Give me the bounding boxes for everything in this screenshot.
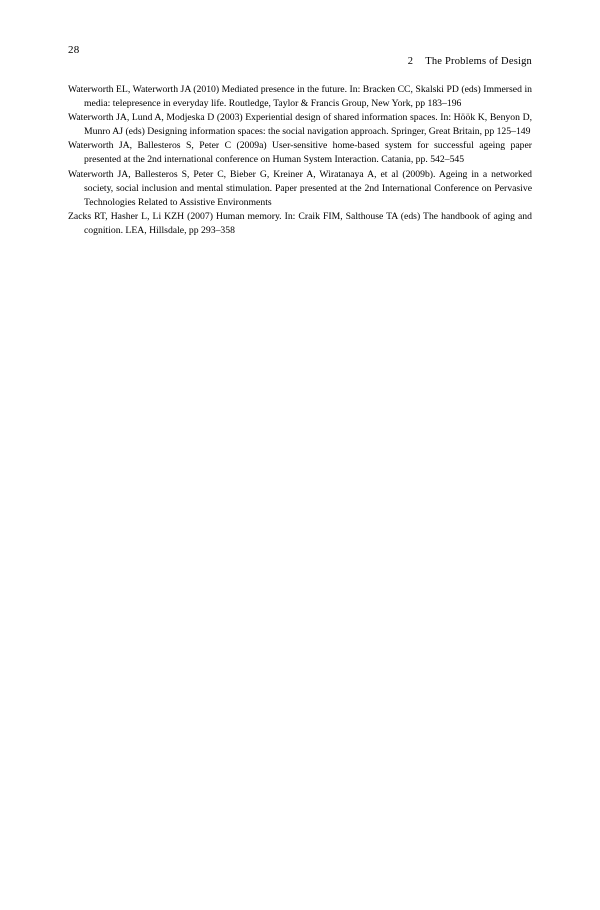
reference-list	[68, 83, 532, 238]
chapter-number: 2	[407, 56, 414, 67]
reference-entry: Waterworth EL, Waterworth JA (2010) Mediated presence in the future. In: Bracken CC, Skalski PD (eds) Immersed in media: telepresence in everyday life. Routledge, Taylor & Francis Group, New York, pp 183–196	[68, 84, 532, 110]
running-head	[391, 45, 532, 78]
page-header	[68, 44, 532, 78]
reference-entry: Zacks RT, Hasher L, Li KZH (2007) Human memory. In: Craik FIM, Salthouse TA (eds) The handbook of aging and cognition. LEA, Hillsdale, pp 293–358	[68, 210, 532, 236]
reference-entry: Waterworth JA, Lund A, Modjeska D (2003) Experiential design of shared information spaces. In: Höök K, Benyon D, Munro AJ (eds) Designing information spaces: the social navigation approach. Springer, Great Britain, pp 125–149	[68, 112, 532, 138]
page-number: 28	[68, 44, 80, 56]
chapter-title: The Problems of Design	[425, 56, 532, 67]
reference-entry: Waterworth JA, Ballesteros S, Peter C (2009a) User-sensitive home-based system for successful ageing paper presented at the 2nd international conference on Human System Interaction. Catania, pp. 542–545	[68, 140, 532, 166]
reference-entry: Waterworth JA, Ballesteros S, Peter C, Bieber G, Kreiner A, Wiratanaya A, et al (2009b). Ageing in a networked society, social inclusion and mental stimulation. Paper presented at the 2nd International Conference on Pervasive Technologies Related to Assistive Environments	[68, 168, 532, 208]
